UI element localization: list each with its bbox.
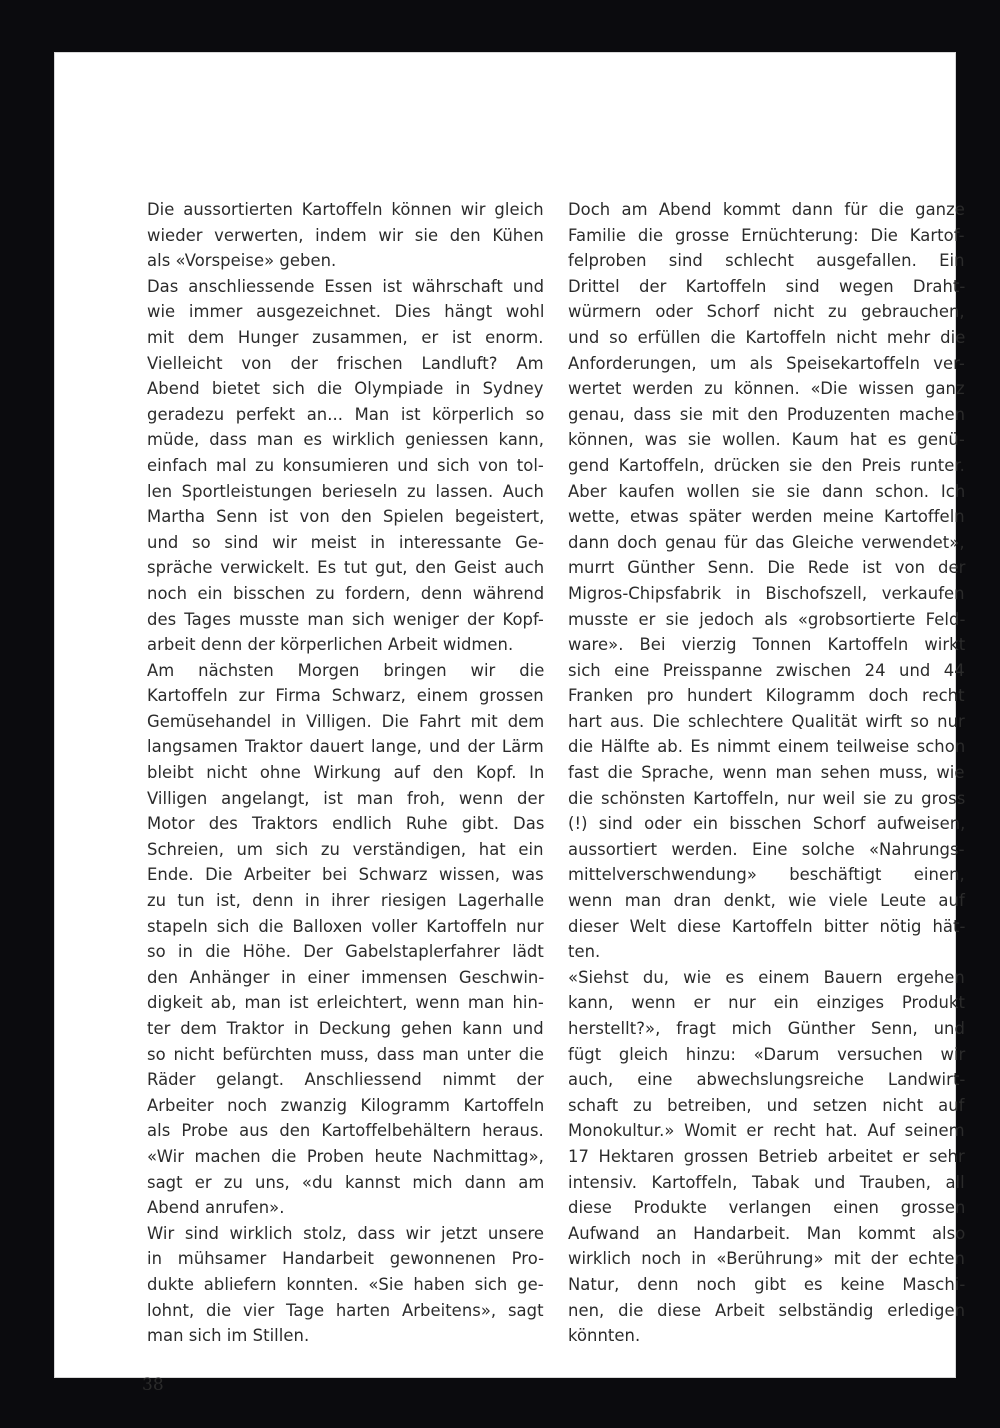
text-line: geradezu perfekt an... Man ist körperlich so <box>147 404 545 424</box>
text-line: fast die Sprache, wenn man sehen muss, wie <box>568 763 965 783</box>
text-line: digkeit ab, man ist erleichtert, wenn man hin- <box>147 993 544 1013</box>
text-line: musste er sie jedoch als «grobsortierte Feld- <box>568 609 966 629</box>
text-line: spräche verwickelt. Es tut gut, den Geist auch <box>147 558 545 578</box>
text-line: sich eine Preisspanne zwischen 24 und 44 <box>568 660 965 680</box>
text-line: und so sind wir meist in interessante Ge- <box>147 532 545 552</box>
text-line: wirklich noch in «Berührung» mit der echten <box>568 1249 965 1269</box>
text-line: wie immer ausgezeichnet. Dies hängt wohl <box>147 302 545 322</box>
text-line: Migros-Chipsfabrik in Bischofszell, verkaufen <box>568 583 965 603</box>
text-line: aussortiert werden. Eine solche «Nahrungs- <box>568 839 965 859</box>
text-line: ware». Bei vierzig Tonnen Kartoffeln wirkt <box>568 635 966 655</box>
text-line: noch ein bisschen zu fordern, denn während <box>147 583 545 603</box>
text-line: wette, etwas später werden meine Kartoffeln <box>568 507 965 527</box>
text-line: mit dem Hunger zusammen, er ist enorm. <box>147 327 544 347</box>
text-line: Martha Senn ist von den Spielen begeistert, <box>147 507 545 527</box>
text-line: Natur, denn noch gibt es keine Maschi- <box>568 1274 966 1294</box>
text-line: so in die Höhe. Der Gabelstaplerfahrer lädt <box>147 942 544 962</box>
text-line: in mühsamer Handarbeit gewonnenen Pro- <box>147 1249 545 1269</box>
text-line: nen, die diese Arbeit selbständig erledigen <box>568 1300 966 1320</box>
text-line: wertet werden zu können. «Die wissen ganz <box>568 379 965 399</box>
text-line: Ende. Die Arbeiter bei Schwarz wissen, was <box>147 865 544 885</box>
text-line: ten. <box>568 942 601 962</box>
text-line: dieser Welt diese Kartoffeln bitter nötig hät- <box>568 916 966 936</box>
text-line: Schreien, um sich zu verständigen, hat ein <box>147 839 544 859</box>
text-line: Wir sind wirklich stolz, dass wir jetzt unsere <box>147 1223 545 1243</box>
text-line: «Wir machen die Proben heute Nachmittag», <box>147 1146 544 1166</box>
text-line: bleibt nicht ohne Wirkung auf den Kopf. In <box>147 763 545 783</box>
text-line: Doch am Abend kommt dann für die ganze <box>568 200 965 219</box>
text-line: Die aussortierten Kartoffeln können wir gleich <box>147 200 544 219</box>
text-line: felproben sind schlecht ausgefallen. Ein <box>568 251 965 271</box>
text-line: murrt Günther Senn. Die Rede ist von der <box>568 558 966 578</box>
text-line: «Siehst du, wie es einem Bauern ergehen <box>568 967 965 987</box>
text-line: Arbeiter noch zwanzig Kilogramm Kartoffeln <box>147 1095 545 1115</box>
text-line: dann doch genau für das Gleiche verwendet», <box>568 532 965 552</box>
text-line: müde, dass man es wirklich geniessen kann, <box>147 430 544 450</box>
text-line: Franken pro hundert Kilogramm doch recht <box>568 686 965 706</box>
text-line: wenn man dran denkt, wie viele Leute auf <box>568 891 965 911</box>
text-line: Vielleicht von der frischen Landluft? Am <box>147 353 544 373</box>
text-line: Anforderungen, um als Speisekartoffeln ver- <box>568 353 965 373</box>
text-line: gend Kartoffeln, drücken sie den Preis runter. <box>568 455 965 475</box>
text-line: würmern oder Schorf nicht zu gebrauchen, <box>568 302 965 322</box>
text-line: langsamen Traktor dauert lange, und der Lärm <box>147 737 544 757</box>
text-line: Das anschliessende Essen ist währschaft und <box>147 276 545 296</box>
text-line: intensiv. Kartoffeln, Tabak und Trauben, all <box>568 1172 965 1192</box>
text-line: dukte abliefern konnten. «Sie haben sich ge- <box>147 1274 544 1294</box>
text-line: Abend anrufen». <box>147 1198 285 1218</box>
text-line: die Hälfte ab. Es nimmt einem teilweise schon <box>568 737 966 757</box>
text-line: diese Produkte verlangen einen grossen <box>568 1198 966 1218</box>
text-line: len Sportleistungen berieseln zu lassen. Auch <box>147 481 544 501</box>
text-line: man sich im Stillen. <box>147 1326 310 1346</box>
text-line: wieder verwerten, indem wir sie den Kühen <box>147 225 544 245</box>
text-line: sagt er zu uns, «du kannst mich dann am <box>147 1172 545 1192</box>
text-line: Kartoffeln zur Firma Schwarz, einem grossen <box>147 686 544 706</box>
text-line: zu tun ist, denn in ihrer riesigen Lagerhalle <box>147 891 545 911</box>
text-line: Aber kaufen wollen sie sie dann schon. Ich <box>568 481 966 501</box>
page-number: 38 <box>142 1375 164 1395</box>
text-line: stapeln sich die Balloxen voller Kartoffeln nur <box>147 916 544 936</box>
text-line: 17 Hektaren grossen Betrieb arbeitet er sehr <box>568 1146 965 1166</box>
text-line: Räder gelangt. Anschliessend nimmt der <box>147 1070 544 1090</box>
left-text-column <box>147 197 544 1349</box>
text-line: arbeit denn der körperlichen Arbeit widmen. <box>147 635 514 655</box>
book-page <box>54 52 966 1395</box>
text-line: als Probe aus den Kartoffelbehältern heraus. <box>147 1121 544 1141</box>
text-line: einfach mal zu konsumieren und sich von tol- <box>147 455 544 475</box>
text-line: Familie die grosse Ernüchterung: Die Kartof- <box>568 225 965 245</box>
text-line: so nicht befürchten muss, dass man unter die <box>147 1044 544 1064</box>
text-line: fügt gleich hinzu: «Darum versuchen wir <box>568 1044 966 1064</box>
text-line: ter dem Traktor in Deckung gehen kann und <box>147 1019 544 1038</box>
text-line: des Tages musste man sich weniger der Kopf- <box>147 609 544 629</box>
text-line: herstellt?», fragt mich Günther Senn, und <box>568 1019 965 1038</box>
text-line: mittelverschwendung» beschäftigt einen, <box>568 865 965 885</box>
text-line: Gemüsehandel in Villigen. Die Fahrt mit dem <box>147 711 545 731</box>
text-line: können, was sie wollen. Kaum hat es genü- <box>568 430 965 450</box>
text-line: und so erfüllen die Kartoffeln nicht mehr die <box>568 327 966 347</box>
text-line: (!) sind oder ein bisschen Schorf aufweisen, <box>568 814 966 834</box>
text-line: auch, eine abwechslungsreiche Landwirt- <box>568 1070 966 1090</box>
text-line: hart aus. Die schlechtere Qualität wirft so nur <box>568 711 965 731</box>
text-line: als «Vorspeise» geben. <box>147 251 337 271</box>
text-line: Motor des Traktors endlich Ruhe gibt. Das <box>147 814 545 834</box>
text-line: Abend bietet sich die Olympiade in Sydney <box>147 379 544 399</box>
text-line: könnten. <box>568 1326 641 1346</box>
text-line: den Anhänger in einer immensen Geschwin- <box>147 967 545 987</box>
right-text-column <box>568 197 965 1349</box>
text-line: schaft zu betreiben, und setzen nicht auf <box>568 1095 965 1115</box>
text-line: Drittel der Kartoffeln sind wegen Draht- <box>568 276 966 296</box>
text-line: genau, dass sie mit den Produzenten machen <box>568 404 966 424</box>
text-line: Villigen angelangt, ist man froh, wenn der <box>147 788 545 808</box>
text-line: kann, wenn er nur ein einziges Produkt <box>568 993 965 1013</box>
text-line: Aufwand an Handarbeit. Man kommt also <box>568 1223 966 1243</box>
text-line: Monokultur.» Womit er recht hat. Auf seinem <box>568 1121 965 1141</box>
text-line: lohnt, die vier Tage harten Arbeitens», sagt <box>147 1300 544 1320</box>
text-line: die schönsten Kartoffeln, nur weil sie zu gross <box>568 788 966 808</box>
text-line: Am nächsten Morgen bringen wir die <box>147 660 545 680</box>
